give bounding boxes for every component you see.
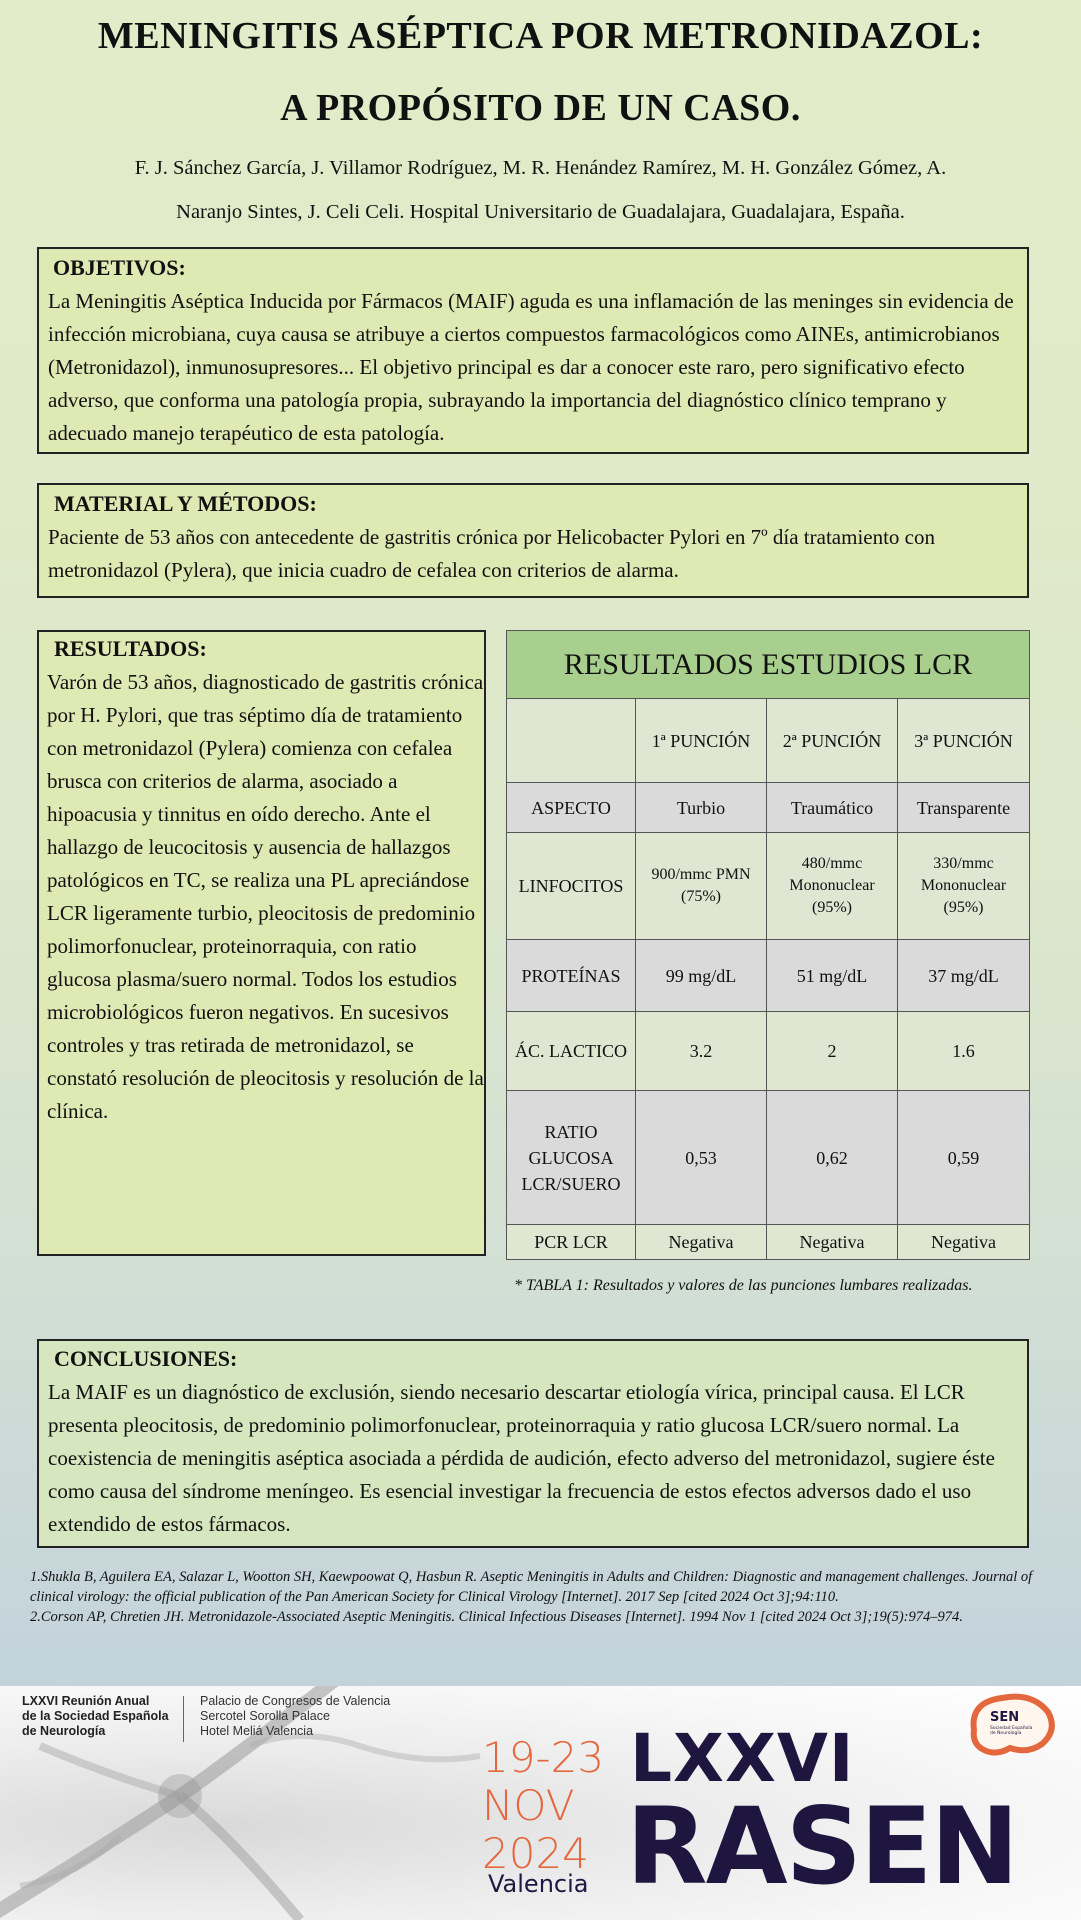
conclusiones-heading: CONCLUSIONES: xyxy=(54,1346,238,1371)
material-section xyxy=(37,483,1029,598)
table-cell: 3.2 xyxy=(636,1012,767,1091)
table-row xyxy=(507,940,1030,1012)
venue-line: Sercotel Sorolla Palace xyxy=(200,1709,330,1723)
meeting-line: de Neurología xyxy=(22,1724,106,1738)
table-row xyxy=(507,1225,1030,1260)
conclusiones-section xyxy=(37,1339,1029,1548)
edition-label: LXXVI xyxy=(630,1720,855,1797)
row-label: RATIO GLUCOSA LCR/SUERO xyxy=(507,1091,636,1225)
table-row xyxy=(507,783,1030,833)
date-line: 2024 xyxy=(482,1829,589,1878)
table-cell: 2 xyxy=(767,1012,898,1091)
date-line: NOV xyxy=(482,1781,575,1830)
table-cell: 0,62 xyxy=(767,1091,898,1225)
row-label: PROTEÍNAS xyxy=(507,940,636,1012)
table-cell: 900/mmc PMN (75%) xyxy=(636,833,767,940)
material-heading: MATERIAL Y MÉTODOS: xyxy=(54,491,317,516)
table-cell: Transparente xyxy=(898,783,1030,833)
venue-line: Hotel Meliá Valencia xyxy=(200,1724,314,1738)
authors xyxy=(40,146,1041,234)
sen-logo-subtitle: Sociedad Española de Neurología xyxy=(990,1726,1033,1736)
objetivos-text: La Meningitis Aséptica Inducida por Fármacos (MAIF) aguda es una inflamación de las meninges sin evidencia de infección microbiana, cuya causa se atribuye a ciertos compuestos farmacológicos como AINEs, antimicrobianos (Metronidazol), inmunosupresores... El objetivo principal es dar a conocer este raro, pero significativo efecto adverso, que conforma una patología propia, subrayando la importancia del diagnóstico clínico temprano y adecuado manejo terapéutico de esta patología. xyxy=(48,289,1014,445)
table-cell: Turbio xyxy=(636,783,767,833)
table-cell: 51 mg/dL xyxy=(767,940,898,1012)
meeting-line: LXXVI Reunión Anual xyxy=(22,1694,150,1708)
column-header: 1ª PUNCIÓN xyxy=(636,699,767,783)
conclusiones-text: La MAIF es un diagnóstico de exclusión, siendo necesario descartar etiología vírica, principal causa. El LCR presenta pleocitosis, de predominio polimorfonuclear, proteinorraquia y ratio glucosa LCR/suero normal. La coexistencia de meningitis aséptica asociada a pérdida de audición, efecto adverso del metronidazol, sugiere éste como causa del síndrome meníngeo. Es esencial investigar la frecuencia de estos efectos adversos dado el uso extendido de estos fármacos. xyxy=(48,1380,995,1536)
meeting-line: de la Sociedad Española xyxy=(22,1709,169,1723)
table-cell: Negativa xyxy=(636,1225,767,1260)
reference-item: 2.Corson AP, Chretien JH. Metronidazole-Associated Aseptic Meningitis. Clinical Infectious Diseases [Internet]. 1994 Nov 1 [cited 2024 Oct 3];19(5):974–974. xyxy=(30,1609,963,1625)
table-row xyxy=(507,833,1030,940)
table-cell: 1.6 xyxy=(898,1012,1030,1091)
table-cell: 37 mg/dL xyxy=(898,940,1030,1012)
row-label: LINFOCITOS xyxy=(507,833,636,940)
table-cell: 0,53 xyxy=(636,1091,767,1225)
table-cell: 480/mmc Mononuclear (95%) xyxy=(767,833,898,940)
sen-logo-icon xyxy=(962,1690,1058,1760)
row-label: PCR LCR xyxy=(507,1225,636,1260)
table-corner-cell xyxy=(507,699,636,783)
table-cell: Negativa xyxy=(898,1225,1030,1260)
objetivos-heading: OBJETIVOS: xyxy=(53,255,186,280)
table-cell: Negativa xyxy=(767,1225,898,1260)
table-cell: 330/mmc Mononuclear (95%) xyxy=(898,833,1030,940)
row-label: ASPECTO xyxy=(507,783,636,833)
meeting-name xyxy=(22,1694,169,1739)
venue-line: Palacio de Congresos de Valencia xyxy=(200,1694,391,1708)
column-header: 3ª PUNCIÓN xyxy=(898,699,1030,783)
lcr-results-table xyxy=(506,630,1030,1260)
table-cell: Traumático xyxy=(767,783,898,833)
resultados-text: Varón de 53 años, diagnosticado de gastritis crónica por H. Pylori, que tras séptimo día de tratamiento con metronidazol (Pylera) comienza con cefalea brusca con criterios de alarma, asociado a hipoacusia y tinnitus en oído derecho. Ante el hallazgo de leucocitosis y ausencia de hallazgos patológicos en TC, se realiza una PL apreciándose LCR ligeramente turbio, pleocitosis de predominio polimorfonuclear, proteinorraquia, con ratio glucosa plasma/suero normal. Todos los estudios microbiológicos fueron negativos. En sucesivos controles y tras retirada de metronidazol, se constató resolución de pleocitosis y resolución de la clínica. xyxy=(47,670,484,1123)
congress-banner xyxy=(0,1686,1081,1920)
table-row xyxy=(507,1091,1030,1225)
event-city: Valencia xyxy=(488,1870,589,1898)
column-header: 2ª PUNCIÓN xyxy=(767,699,898,783)
resultados-section xyxy=(37,630,486,1256)
references xyxy=(30,1567,1050,1627)
table-cell: 99 mg/dL xyxy=(636,940,767,1012)
authors-line2: Naranjo Sintes, J. Celi Celi. Hospital Universitario de Guadalajara, Guadalajara, España. xyxy=(176,201,905,223)
table-cell: 0,59 xyxy=(898,1091,1030,1225)
date-line: 19-23 xyxy=(482,1733,605,1782)
reference-item: 1.Shukla B, Aguilera EA, Salazar L, Wootton SH, Kaewpoowat Q, Hasbun R. Aseptic Meningitis in Adults and Children: Diagnostic and management challenges. Journal of clinical virology: the official publication of the Pan American Society for Clinical Virology [Internet]. 2017 Sep [cited 2024 Oct 3];94:110. xyxy=(30,1569,1033,1605)
poster-title-line2: A PROPÓSITO DE UN CASO. xyxy=(280,87,801,129)
authors-line1: F. J. Sánchez García, J. Villamor Rodríguez, M. R. Henández Ramírez, M. H. González Gómez, A. xyxy=(134,157,947,179)
table-row xyxy=(507,1012,1030,1091)
poster-title-line1: MENINGITIS ASÉPTICA POR METRONIDAZOL: xyxy=(97,15,984,57)
event-name: RASEN xyxy=(626,1785,1018,1908)
event-dates xyxy=(482,1734,604,1878)
sen-logo-text: SEN xyxy=(990,1710,1020,1725)
objetivos-section xyxy=(37,247,1029,454)
divider xyxy=(183,1696,184,1742)
resultados-heading: RESULTADOS: xyxy=(54,636,207,661)
table-caption: * TABLA 1: Resultados y valores de las punciones lumbares realizadas. xyxy=(514,1277,973,1294)
table-title: RESULTADOS ESTUDIOS LCR xyxy=(507,631,1030,699)
row-label: ÁC. LACTICO xyxy=(507,1012,636,1091)
material-text: Paciente de 53 años con antecedente de gastritis crónica por Helicobacter Pylori en 7º día tratamiento con metronidazol (Pylera), que inicia cuadro de cefalea con criterios de alarma. xyxy=(48,525,936,582)
venue-list xyxy=(200,1694,390,1739)
